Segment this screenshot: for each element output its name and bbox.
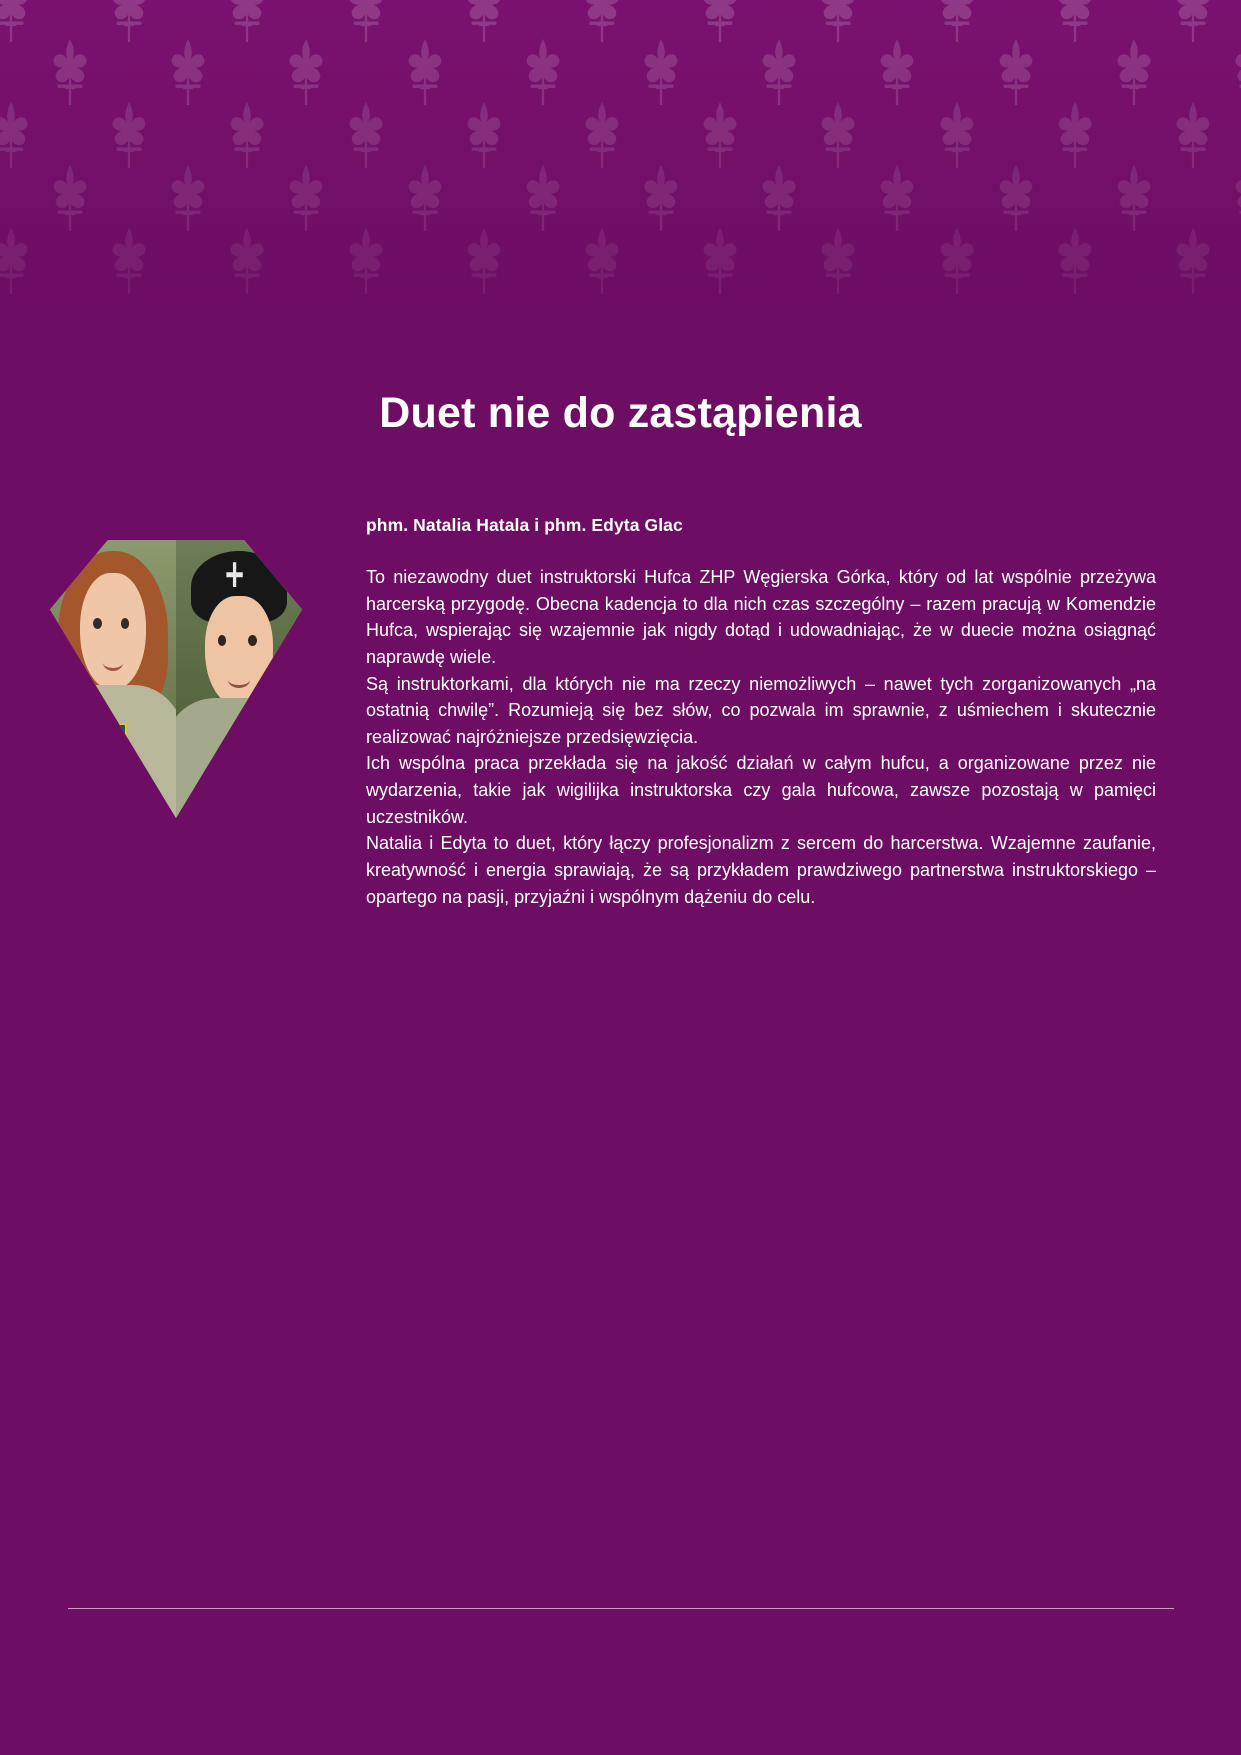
portrait-photo — [50, 540, 302, 818]
fleur-de-lis-icon — [224, 0, 270, 42]
fleur-de-lis-icon — [343, 102, 389, 168]
fleur-de-lis-icon — [1111, 165, 1157, 231]
fleur-de-lis-icon — [520, 165, 566, 231]
fleur-de-lis-icon — [993, 165, 1039, 231]
fleur-de-lis-icon — [1229, 39, 1241, 105]
fleur-de-lis-icon — [815, 0, 861, 42]
fleur-de-lis-icon — [0, 228, 34, 294]
fleur-de-lis-icon — [343, 228, 389, 294]
page-title: Duet nie do zastąpienia — [379, 388, 862, 437]
article-byline: phm. Natalia Hatala i phm. Edyta Glac — [366, 515, 683, 535]
portrait-right — [176, 540, 302, 818]
fleur-de-lis-icon — [224, 102, 270, 168]
fleur-de-lis-icon — [0, 0, 34, 42]
fleur-de-lis-icon — [106, 102, 152, 168]
eye-right — [248, 635, 257, 646]
article-paragraph: Są instruktorkami, dla których nie ma rzeczy niemożliwych – nawet tych zorganizowanych „na ostatnią chwilę”. Rozumieją się bez słów, co pozwala im sprawnie, z uśmiechem i skutecznie realizować najróżniejsze przedsięwzięcia. — [366, 673, 1156, 747]
uniform-shirt — [176, 698, 302, 818]
fleur-de-lis-icon — [1052, 0, 1098, 42]
eye-left — [93, 618, 102, 629]
fleur-de-lis-icon — [520, 39, 566, 105]
article-paragraph: Ich wspólna praca przekłada się na jakość działań w całym hufcu, a organizowane przez nie wydarzenia, takie jak wigilijka instruktorska czy gala hufcowa, zawsze pozostają w pamięci uczestników. — [366, 753, 1156, 827]
fleur-de-lis-icon — [165, 39, 211, 105]
face-shape — [80, 573, 146, 690]
fleur-de-lis-icon — [697, 228, 743, 294]
fleur-de-lis-icon — [1170, 228, 1216, 294]
fleur-de-lis-icon — [697, 0, 743, 42]
face-shape — [205, 596, 273, 707]
uniform-shirt — [50, 685, 176, 818]
fleur-de-lis-icon — [934, 102, 980, 168]
fleur-de-lis-icon — [402, 39, 448, 105]
footer-divider — [68, 1608, 1174, 1609]
portrait-left — [50, 540, 176, 818]
article-paragraph: Natalia i Edyta to duet, który łączy profesjonalizm z sercem do harcerstwa. Wzajemne zaufanie, kreatywność i energia sprawiają, że są przykładem prawdziwego partnerstwa instruktorskiego – opartego na pasji, przyjaźni i wspólnym dążeniu do celu. — [366, 833, 1156, 907]
fleur-de-lis-icon — [579, 0, 625, 42]
fleur-de-lis-icon — [461, 228, 507, 294]
fleur-de-lis-icon — [1170, 0, 1216, 42]
fleur-de-lis-icon — [579, 228, 625, 294]
fleur-de-lis-icon — [1052, 102, 1098, 168]
fleur-de-lis-icon — [283, 39, 329, 105]
scout-badge-icon — [85, 723, 127, 774]
fleur-de-lis-icon — [815, 102, 861, 168]
fleur-de-lis-icon — [106, 0, 152, 42]
fleur-de-lis-icon — [224, 228, 270, 294]
fleur-de-lis-icon — [461, 102, 507, 168]
fleur-de-lis-icon — [47, 165, 93, 231]
fleur-de-lis-icon — [0, 102, 34, 168]
fleur-de-lis-icon — [874, 39, 920, 105]
fleur-de-lis-icon — [283, 165, 329, 231]
article-body — [366, 515, 1156, 910]
fleur-de-lis-icon — [638, 39, 684, 105]
fleur-de-lis-icon — [697, 102, 743, 168]
fleur-de-lis-icon — [1170, 102, 1216, 168]
fleur-de-lis-icon — [993, 39, 1039, 105]
fleur-de-lis-icon — [579, 102, 625, 168]
fleur-de-lis-icon — [638, 165, 684, 231]
fleur-de-lis-icon — [47, 39, 93, 105]
fleur-de-lis-icon — [1229, 165, 1241, 231]
fleur-de-lis-icon — [402, 165, 448, 231]
fleur-de-lis-icon — [165, 165, 211, 231]
fleur-de-lis-icon — [815, 228, 861, 294]
fleur-de-lis-pattern — [0, 0, 1241, 300]
fleur-de-lis-icon — [461, 0, 507, 42]
article-paragraph: To niezawodny duet instruktorski Hufca ZHP Węgierska Górka, który od lat wspólnie przeżywa harcerską przygodę. Obecna kadencja to dla nich czas szczególny – razem pracują w Komendzie Hufca, wspierając się wzajemnie jak nigdy dotąd i udowadniając, że w duecie można osiągnąć naprawdę wiele. — [366, 567, 1156, 667]
fleur-de-lis-icon — [106, 228, 152, 294]
eye-left — [218, 635, 227, 646]
smile-shape — [103, 654, 123, 671]
fleur-de-lis-icon — [756, 39, 802, 105]
fleur-de-lis-icon — [934, 228, 980, 294]
fleur-de-lis-icon — [1052, 228, 1098, 294]
smile-shape — [228, 671, 251, 688]
decorative-header-band — [0, 0, 1241, 300]
fleur-de-lis-icon — [343, 0, 389, 42]
fleur-de-lis-icon — [874, 165, 920, 231]
fleur-de-lis-icon — [1111, 39, 1157, 105]
fleur-de-lis-icon — [756, 165, 802, 231]
fleur-de-lis-icon — [934, 0, 980, 42]
gem-photo-frame — [50, 540, 302, 818]
